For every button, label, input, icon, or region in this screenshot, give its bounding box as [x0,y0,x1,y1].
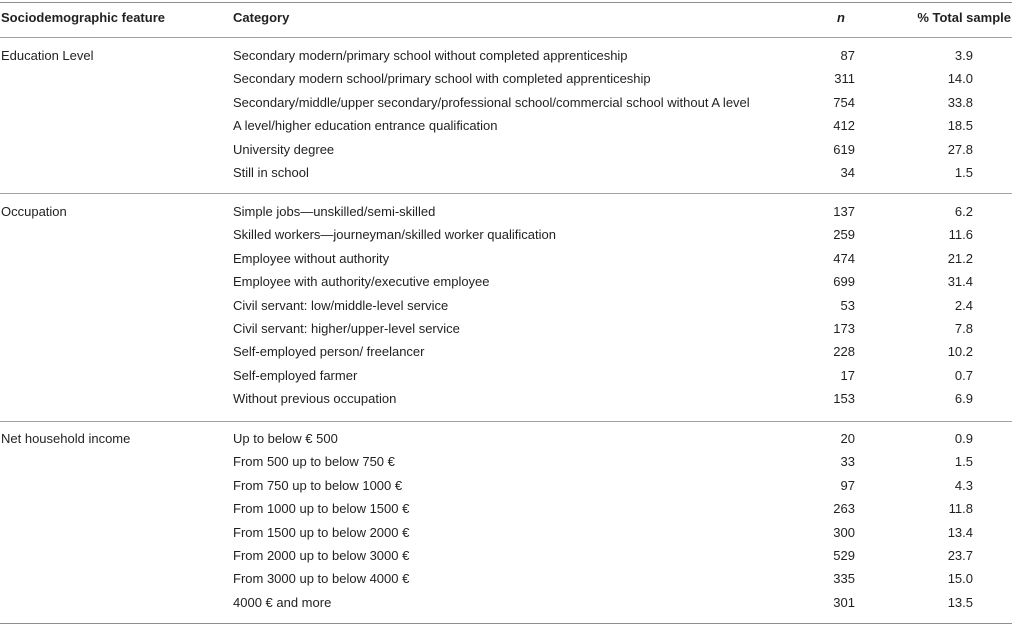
category-cell: From 2000 up to below 3000 € [233,548,410,563]
group-separator [0,193,1012,194]
pct-cell: 3.9 [954,48,973,63]
n-cell: 137 [833,204,855,219]
pct-cell: 11.8 [948,501,973,516]
n-cell: 335 [833,571,855,586]
pct-cell: 7.8 [954,321,973,336]
pct-cell: 27.8 [947,142,973,157]
category-cell: From 1500 up to below 2000 € [233,525,410,540]
pct-cell: 11.6 [948,227,973,242]
n-cell: 173 [833,321,855,336]
pct-cell: 0.9 [954,431,973,446]
n-cell: 301 [833,595,855,610]
pct-cell: 6.9 [954,391,973,406]
feature-label: Net household income [1,431,131,446]
group-separator [0,421,1012,422]
category-cell: Simple jobs—unskilled/semi-skilled [233,204,436,219]
n-cell: 263 [833,501,855,516]
n-cell: 529 [833,548,855,563]
pct-cell: 21.2 [947,251,973,266]
category-cell: University degree [233,142,335,157]
category-cell: From 1000 up to below 1500 € [233,501,410,516]
category-cell: Still in school [233,165,309,180]
pct-cell: 2.4 [954,298,973,313]
header-pct: % Total sample [917,10,1011,25]
n-cell: 311 [834,71,855,86]
category-cell: Secondary modern/primary school without completed apprenticeship [233,48,628,63]
n-cell: 33 [840,454,855,469]
n-cell: 153 [833,391,855,406]
category-cell: Self-employed person/ freelancer [233,344,425,359]
header-feature: Sociodemographic feature [1,10,165,25]
n-cell: 17 [840,368,855,383]
pct-cell: 14.0 [947,71,973,86]
pct-cell: 15.0 [947,571,973,586]
category-cell: Civil servant: higher/upper-level service [233,321,460,336]
category-cell: From 750 up to below 1000 € [233,478,403,493]
category-cell: Secondary modern school/primary school with completed apprenticeship [233,71,651,86]
feature-label: Occupation [1,204,67,219]
feature-label: Education Level [1,48,94,63]
n-cell: 53 [840,298,855,313]
category-cell: Skilled workers—journeyman/skilled worker qualification [233,227,556,242]
category-cell: From 3000 up to below 4000 € [233,571,410,586]
header-category: Category [233,10,290,25]
n-cell: 474 [833,251,855,266]
category-cell: From 500 up to below 750 € [233,454,395,469]
pct-cell: 4.3 [954,478,973,493]
category-cell: Civil servant: low/middle-level service [233,298,449,313]
pct-cell: 1.5 [954,454,973,469]
table-top-rule [0,2,1012,3]
n-cell: 97 [840,478,855,493]
pct-cell: 23.7 [947,548,973,563]
pct-cell: 6.2 [954,204,973,219]
n-cell: 259 [833,227,855,242]
pct-cell: 33.8 [947,95,973,110]
n-cell: 20 [840,431,855,446]
category-cell: Secondary/middle/upper secondary/professional school/commercial school without A level [233,95,750,110]
category-cell: Self-employed farmer [233,368,358,383]
pct-cell: 13.4 [947,525,973,540]
n-cell: 300 [833,525,855,540]
category-cell: Employee with authority/executive employee [233,274,490,289]
n-cell: 228 [833,344,855,359]
category-cell: Up to below € 500 [233,431,338,446]
n-cell: 87 [840,48,855,63]
pct-cell: 18.5 [947,118,973,133]
pct-cell: 13.5 [947,595,973,610]
n-cell: 34 [840,165,855,180]
pct-cell: 10.2 [947,344,973,359]
header-rule [0,37,1012,38]
n-cell: 699 [833,274,855,289]
n-cell: 412 [833,118,855,133]
header-n: n [837,10,845,25]
pct-cell: 1.5 [954,165,973,180]
n-cell: 754 [833,95,855,110]
n-cell: 619 [833,142,855,157]
category-cell: Without previous occupation [233,391,397,406]
category-cell: Employee without authority [233,251,390,266]
category-cell: 4000 € and more [233,595,332,610]
pct-cell: 31.4 [947,274,973,289]
table-bottom-rule [0,623,1012,624]
pct-cell: 0.7 [954,368,973,383]
category-cell: A level/higher education entrance qualification [233,118,498,133]
